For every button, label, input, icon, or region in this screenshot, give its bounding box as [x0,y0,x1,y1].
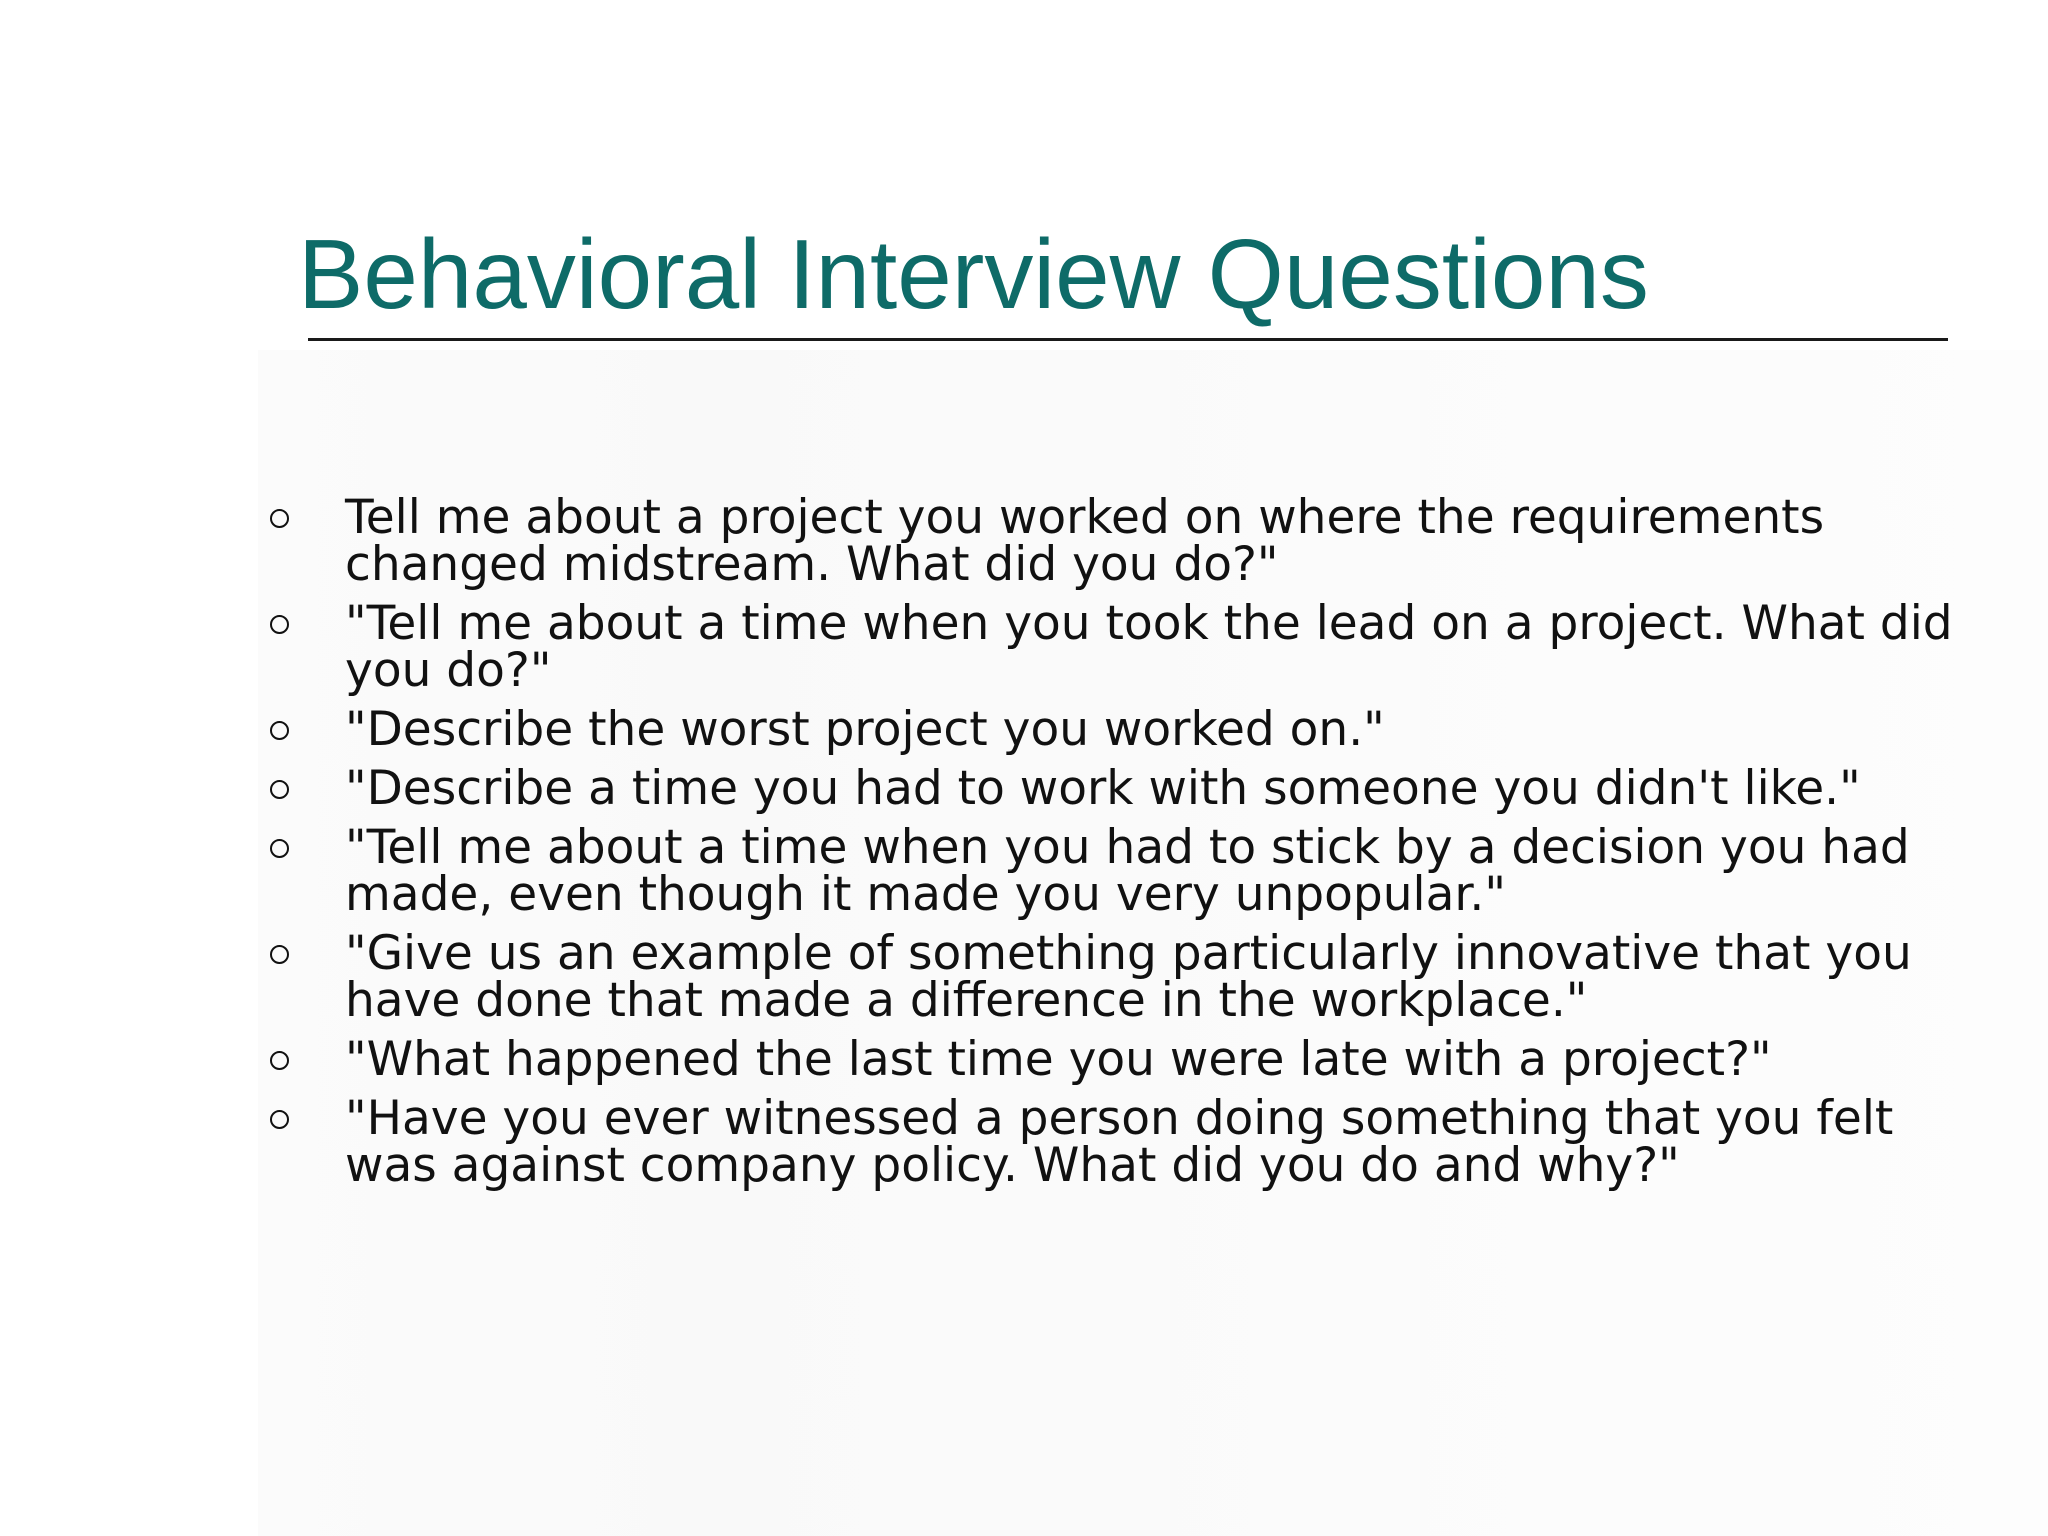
list-item [268,702,1988,757]
hollow-circle-icon [270,839,289,858]
list-item-text: Tell me about a project you worked on where the requirements changed midstream. What did you do?" [345,490,1825,592]
list-item [268,1091,1988,1193]
hollow-circle-icon [270,721,289,740]
hollow-circle-icon [270,509,289,528]
list-item-text: "Give us an example of something particularly innovative that you have done that made a difference in the workplace." [345,926,1912,1028]
list-item-text: "Tell me about a time when you took the lead on a project. What did you do?" [345,596,1953,698]
slide-title: Behavioral Interview Questions [298,219,1649,329]
list-item-text: "Tell me about a time when you had to stick by a decision you had made, even though it made you very unpopular." [345,820,1910,922]
list-item [268,926,1988,1028]
list-item-text: "Describe a time you had to work with someone you didn't like." [345,761,1861,816]
list-item-text: "Describe the worst project you worked on." [345,702,1385,757]
list-item [268,1032,1988,1087]
list-item-text: "What happened the last time you were late with a project?" [345,1032,1772,1087]
hollow-circle-icon [270,945,289,964]
question-list [268,490,1988,1201]
list-item [268,761,1988,816]
hollow-circle-icon [270,1110,289,1129]
title-underline [308,338,1948,341]
list-item [268,820,1988,922]
list-item-text: "Have you ever witnessed a person doing something that you felt was against company policy. What did you do and why?" [345,1091,1894,1193]
hollow-circle-icon [270,1051,289,1070]
list-item [268,596,1988,698]
hollow-circle-icon [270,615,289,634]
hollow-circle-icon [270,780,289,799]
list-item [268,490,1988,592]
